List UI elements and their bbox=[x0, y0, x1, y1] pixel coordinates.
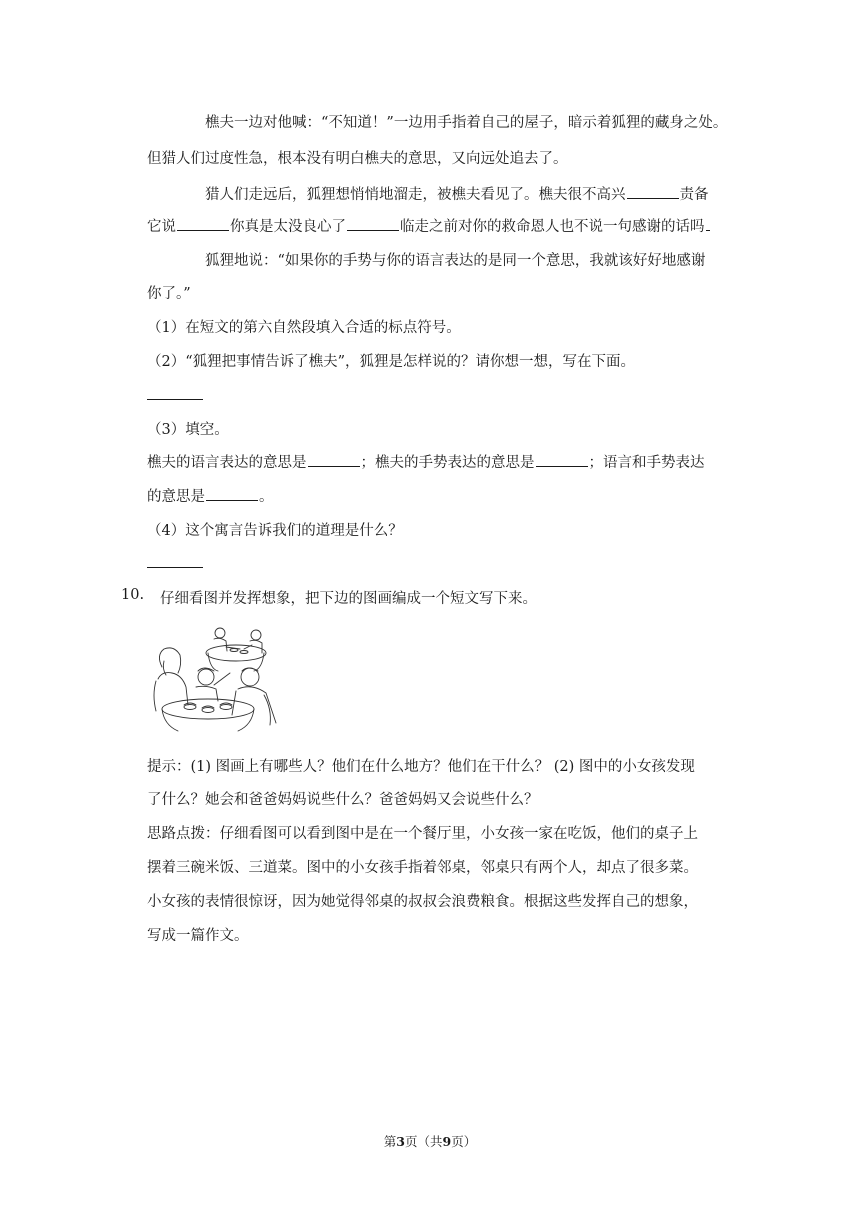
footer-pre: 第 bbox=[383, 1134, 397, 1149]
question-2: （2）“狐狸把事情告诉了樵夫”，狐狸是怎样说的？请你想一想，写在下面。 bbox=[147, 354, 636, 370]
question-4: （4）这个寓言告诉我们的道理是什么？ bbox=[147, 523, 403, 539]
question-10-number: 10. bbox=[121, 587, 145, 603]
q3-text-c: ；语言和手势表达 bbox=[588, 455, 705, 471]
q3-blank-2[interactable] bbox=[536, 452, 588, 467]
tip-line1: 思路点拨：仔细看图可以看到图中是在一个餐厅里，小女孩一家在吃饭，他们的桌子上 bbox=[147, 826, 698, 842]
q3-blank-1[interactable] bbox=[308, 452, 360, 467]
blank-3[interactable] bbox=[347, 216, 399, 231]
passage-p1-line2: 但猎人们过度性急，根本没有明白樵夫的意思，又向远处追去了。 bbox=[147, 151, 568, 167]
passage-p2-line2 bbox=[147, 215, 711, 236]
q3-text-a: 樵夫的语言表达的意思是 bbox=[147, 455, 307, 471]
hint-line1: 提示：(1) 图画上有哪些人？他们在什么地方？他们在干什么？ (2) 图中的小女孩发现 bbox=[147, 759, 695, 775]
footer-total-pages: 9 bbox=[442, 1134, 452, 1149]
restaurant-scene-illustration bbox=[148, 625, 283, 733]
hint-line2: 了什么？她会和爸爸妈妈说些什么？爸爸妈妈又会说些什么？ bbox=[147, 792, 539, 808]
passage-p1-line1: 樵夫一边对他喊：“不知道！”一边用手指着自己的屋子，暗示着狐狸的藏身之处。 bbox=[205, 115, 728, 131]
passage-p2-text-a: 猎人们走远后，狐狸想悄悄地溜走，被樵夫看见了。樵夫很不高兴 bbox=[205, 187, 626, 203]
blank-2[interactable] bbox=[177, 216, 229, 231]
question-1: （1）在短文的第六自然段填入合适的标点符号。 bbox=[147, 320, 461, 336]
passage-p2-text-b: 责备 bbox=[679, 187, 709, 203]
q3-blank-3[interactable] bbox=[206, 486, 258, 501]
tip-line4: 写成一篇作文。 bbox=[147, 928, 249, 944]
blank-4[interactable] bbox=[706, 216, 710, 231]
passage-p2-text-c: 它说 bbox=[147, 219, 176, 235]
tip-line2: 摆着三碗米饭、三道菜。图中的小女孩手指着邻桌，邻桌只有两个人，却点了很多菜。 bbox=[147, 860, 698, 876]
q3-text-d: 的意思是 bbox=[147, 489, 205, 505]
footer-page-number: 3 bbox=[396, 1134, 405, 1149]
footer-post: 页） bbox=[451, 1134, 477, 1149]
passage-p2-text-e: 临走之前对你的救命恩人也不说一句感谢的话吗 bbox=[400, 219, 705, 235]
footer-mid: 页（共 bbox=[404, 1134, 443, 1149]
answer-line-q2[interactable] bbox=[147, 398, 203, 400]
q3-text-b: ；樵夫的手势表达的意思是 bbox=[360, 455, 535, 471]
blank-1[interactable] bbox=[627, 184, 679, 199]
question-10-prompt: 仔细看图并发挥想象，把下边的图画编成一个短文写下来。 bbox=[160, 591, 537, 607]
question-3: （3）填空。 bbox=[147, 422, 229, 438]
q3-text-e: 。 bbox=[259, 489, 274, 505]
passage-p3-line2: 你了。” bbox=[147, 286, 191, 302]
question-3-line1 bbox=[147, 451, 705, 472]
passage-p3-line1: 狐狸地说：“如果你的手势与你的语言表达的是同一个意思，我就该好好地感谢 bbox=[205, 253, 706, 269]
passage-p2-text-d: 你真是太没良心了 bbox=[230, 219, 346, 235]
page-footer bbox=[0, 1132, 860, 1150]
passage-p2-line1 bbox=[205, 183, 709, 204]
question-3-line2 bbox=[147, 485, 274, 506]
tip-line3: 小女孩的表情很惊讶，因为她觉得邻桌的叔叔会浪费粮食。根据这些发挥自己的想象， bbox=[147, 894, 698, 910]
answer-line-q4[interactable] bbox=[147, 566, 203, 568]
